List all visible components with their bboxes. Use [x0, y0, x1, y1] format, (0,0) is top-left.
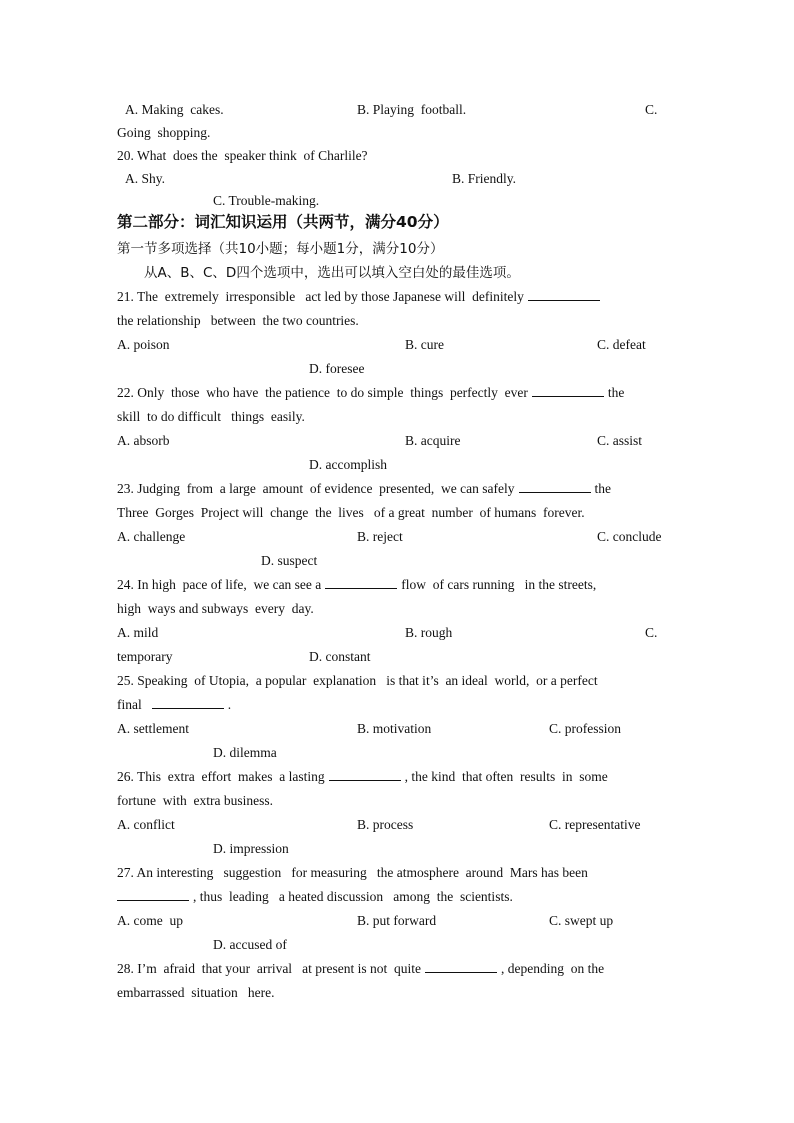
q27-option-a: A. come up [117, 913, 183, 928]
q23-option-b: B. reject [357, 529, 403, 544]
q22-option-a: A. absorb [117, 433, 170, 448]
q28-stem-text: 28. I’m afraid that your arrival at present is not quite [117, 961, 422, 976]
q24-option-b: B. rough [405, 625, 453, 640]
q23-option-d: D. suspect [261, 553, 318, 568]
q27-stem-text-end: , thus leading a heated discussion among the scientists. [193, 889, 513, 904]
q22-stem-line1 [117, 384, 624, 402]
q28-stem-line2: embarrassed situation here. [117, 985, 275, 1000]
answer-blank[interactable] [532, 384, 604, 397]
part2-title: 第二部分：词汇知识运用（共两节，满分40分） [117, 213, 449, 231]
q26-stem-text: 26. This extra effort makes a lasting [117, 769, 325, 784]
q26-stem-text-end: , the kind that often results in some [404, 769, 608, 784]
q24-option-c-text: temporary [117, 649, 173, 664]
q26-option-d: D. impression [213, 841, 289, 856]
answer-blank[interactable] [117, 888, 189, 901]
answer-blank[interactable] [425, 960, 497, 973]
q22-option-c: C. assist [597, 433, 643, 448]
q22-stem-text: 22. Only those who have the patience to do simple things perfectly ever [117, 385, 528, 400]
answer-blank[interactable] [329, 768, 401, 781]
q24-option-c-letter: C. [645, 625, 658, 640]
q19-option-b: B. Playing football. [357, 102, 467, 117]
q22-stem-line2: skill to do difficult things easily. [117, 409, 305, 424]
q25-stem-text-end: . [227, 697, 232, 712]
section1-title: 第一节多项选择（共10小题；每小题1分，满分10分） [117, 241, 444, 257]
q24-option-a: A. mild [117, 625, 159, 640]
q21-option-d: D. foresee [309, 361, 365, 376]
q20-stem: 20. What does the speaker think of Charlile? [117, 148, 368, 163]
q19-option-c-letter: C. [645, 102, 658, 117]
q26-stem-line2: fortune with extra business. [117, 793, 273, 808]
answer-blank[interactable] [519, 480, 591, 493]
q24-stem-line1 [117, 576, 596, 594]
q25-option-b: B. motivation [357, 721, 432, 736]
q23-stem-line2: Three Gorges Project will change the lives of a great number of humans forever. [117, 505, 585, 520]
q25-stem-line2 [117, 696, 231, 714]
q20-option-a: A. Shy. [125, 171, 166, 186]
q21-option-b: B. cure [405, 337, 444, 352]
q24-stem-line2: high ways and subways every day. [117, 601, 314, 616]
q23-option-c: C. conclude [597, 529, 662, 544]
q27-stem-line1: 27. An interesting suggestion for measuring the atmosphere around Mars has been [117, 865, 588, 880]
q25-option-c: C. profession [549, 721, 621, 736]
q28-stem-text-end: , depending on the [501, 961, 605, 976]
q21-option-a: A. poison [117, 337, 170, 352]
q21-stem-line2: the relationship between the two countries. [117, 313, 359, 328]
q27-option-d: D. accused of [213, 937, 287, 952]
answer-blank[interactable] [152, 696, 224, 709]
q21-stem-line1 [117, 288, 604, 306]
answer-blank[interactable] [325, 576, 397, 589]
q19-option-a: A. Making cakes. [125, 102, 224, 117]
q26-option-a: A. conflict [117, 817, 175, 832]
q20-option-b: B. Friendly. [452, 171, 516, 186]
q28-stem-line1 [117, 960, 604, 978]
q25-stem-text: final [117, 697, 142, 712]
q19-option-c-text: Going shopping. [117, 125, 211, 140]
q23-stem-text-end: the [594, 481, 611, 496]
answer-blank[interactable] [528, 288, 600, 301]
q22-stem-text-end: the [607, 385, 625, 400]
q27-option-c: C. swept up [549, 913, 614, 928]
q25-option-a: A. settlement [117, 721, 189, 736]
q21-stem-text: 21. The extremely irresponsible act led by those Japanese will definitely [117, 289, 524, 304]
q25-stem-line1: 25. Speaking of Utopia, a popular explanation is that it’s an ideal world, or a perfect [117, 673, 598, 688]
q27-option-b: B. put forward [357, 913, 437, 928]
q22-option-b: B. acquire [405, 433, 461, 448]
section1-instruction: 从A、B、C、D四个选项中，选出可以填入空白处的最佳选项。 [144, 265, 520, 281]
q22-option-d: D. accomplish [309, 457, 387, 472]
q26-option-c: C. representative [549, 817, 641, 832]
q26-option-b: B. process [357, 817, 414, 832]
q27-stem-line2 [117, 888, 513, 906]
q24-option-d: D. constant [309, 649, 371, 664]
q24-stem-text-end: flow of cars running in the streets, [401, 577, 597, 592]
q23-option-a: A. challenge [117, 529, 186, 544]
q23-stem-text: 23. Judging from a large amount of evidence presented, we can safely [117, 481, 515, 496]
q25-option-d: D. dilemma [213, 745, 277, 760]
q26-stem-line1 [117, 768, 608, 786]
q20-option-c: C. Trouble-making. [213, 193, 320, 208]
q23-stem-line1 [117, 480, 611, 498]
q21-option-c: C. defeat [597, 337, 646, 352]
q24-stem-text: 24. In high pace of life, we can see a [117, 577, 322, 592]
